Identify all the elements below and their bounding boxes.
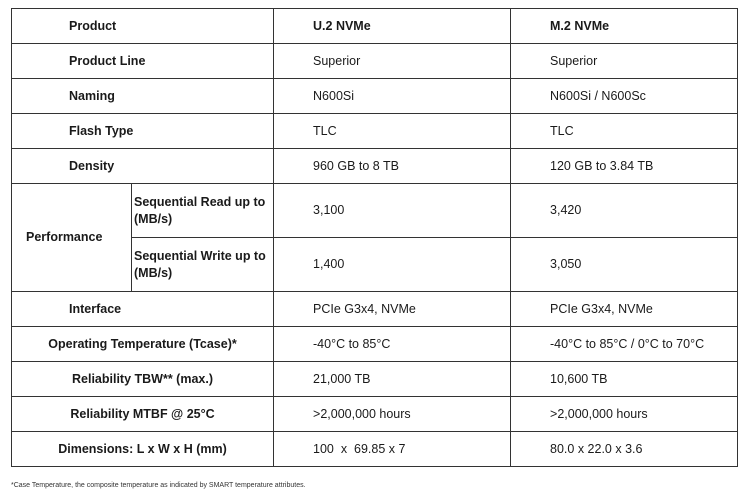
table-row-interface [12, 292, 738, 327]
performance-label: Performance [12, 184, 132, 292]
cell-m2: N600Si / N600Sc [511, 79, 738, 114]
cell-m2: 3,050 [511, 238, 738, 292]
row-label: Flash Type [12, 114, 274, 149]
header-m2-nvme: M.2 NVMe [511, 9, 738, 44]
cell-m2: 120 GB to 3.84 TB [511, 149, 738, 184]
cell-u2: 100 x 69.85 x 7 [274, 432, 511, 467]
cell-m2: -40°C to 85°C / 0°C to 70°C [511, 327, 738, 362]
cell-u2: 960 GB to 8 TB [274, 149, 511, 184]
header-u2-nvme: U.2 NVMe [274, 9, 511, 44]
row-label: Product Line [12, 44, 274, 79]
cell-m2: 3,420 [511, 184, 738, 238]
sequential-read-label: Sequential Read up to (MB/s) [132, 184, 274, 238]
cell-u2: N600Si [274, 79, 511, 114]
cell-u2: -40°C to 85°C [274, 327, 511, 362]
header-product: Product [12, 9, 274, 44]
row-label: Operating Temperature (Tcase)* [12, 327, 274, 362]
table-row-operating-temperature [12, 327, 738, 362]
table-row-product-line [12, 44, 738, 79]
row-label: Density [12, 149, 274, 184]
cell-u2: 3,100 [274, 184, 511, 238]
cell-m2: TLC [511, 114, 738, 149]
cell-m2: 10,600 TB [511, 362, 738, 397]
row-label: Naming [12, 79, 274, 114]
table-row-flash-type [12, 114, 738, 149]
table-row-density [12, 149, 738, 184]
spec-table [11, 8, 738, 467]
row-label: Reliability MTBF @ 25°C [12, 397, 274, 432]
header-row [12, 9, 738, 44]
row-label: Reliability TBW** (max.) [12, 362, 274, 397]
row-label: Dimensions: L x W x H (mm) [12, 432, 274, 467]
table-row-sequential-read [12, 184, 738, 238]
cell-m2: PCIe G3x4, NVMe [511, 292, 738, 327]
cell-m2: 80.0 x 22.0 x 3.6 [511, 432, 738, 467]
table-row-dimensions [12, 432, 738, 467]
cell-u2: Superior [274, 44, 511, 79]
table-row-reliability-mtbf [12, 397, 738, 432]
cell-m2: Superior [511, 44, 738, 79]
row-label: Interface [12, 292, 274, 327]
cell-m2: >2,000,000 hours [511, 397, 738, 432]
footnote: *Case Temperature, the composite temperature as indicated by SMART temperature attributes. [11, 482, 306, 489]
cell-u2: 21,000 TB [274, 362, 511, 397]
cell-u2: 1,400 [274, 238, 511, 292]
table-row-naming [12, 79, 738, 114]
cell-u2: >2,000,000 hours [274, 397, 511, 432]
sequential-write-label: Sequential Write up to (MB/s) [132, 238, 274, 292]
cell-u2: TLC [274, 114, 511, 149]
table-row-reliability-tbw [12, 362, 738, 397]
cell-u2: PCIe G3x4, NVMe [274, 292, 511, 327]
